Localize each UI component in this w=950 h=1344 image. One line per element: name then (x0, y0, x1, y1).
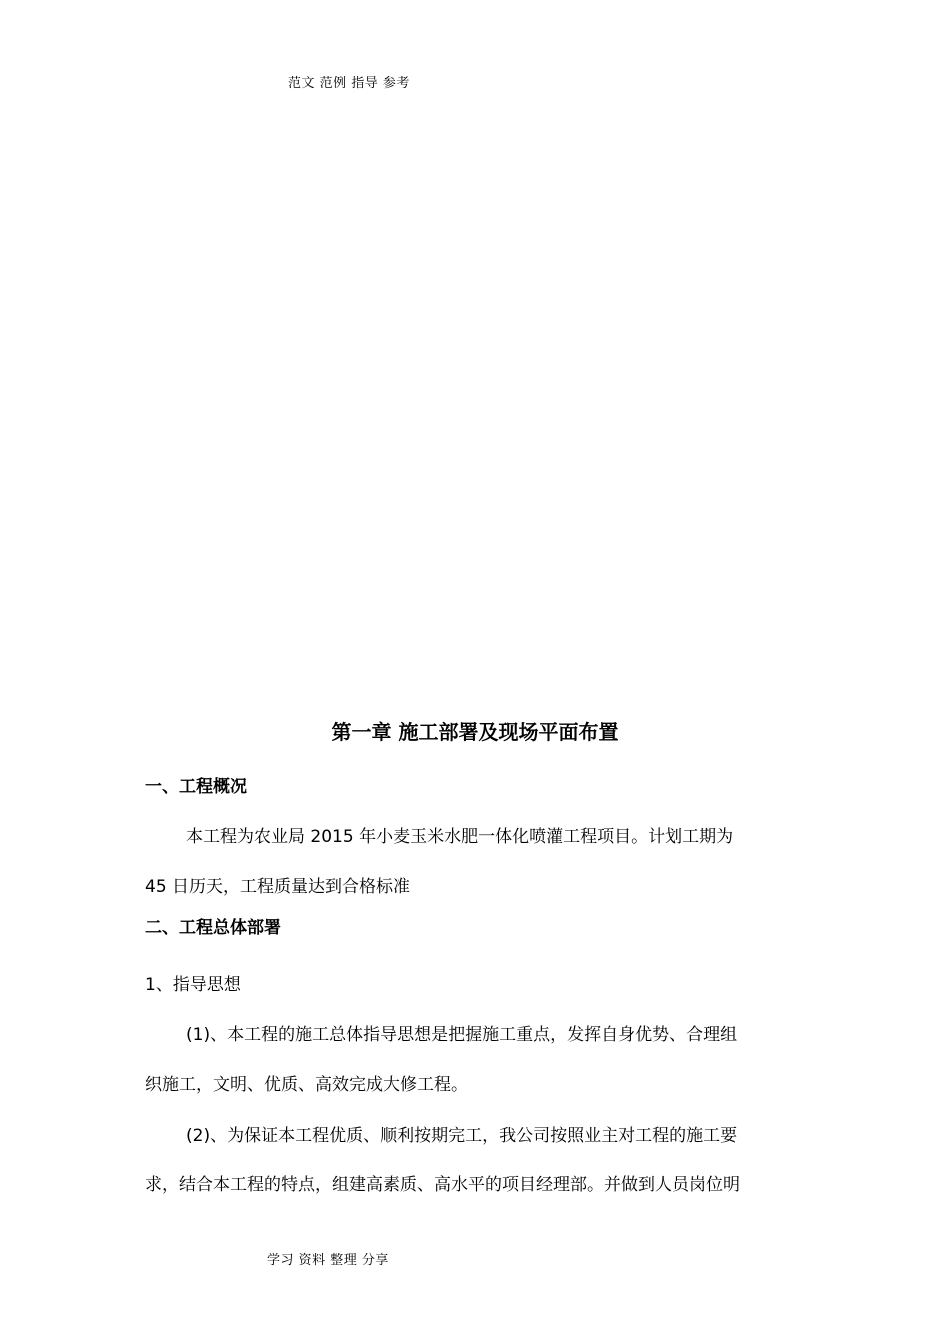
item2-line-2: 求，结合本工程的特点，组建高素质、高水平的项目经理部。并做到人员岗位明 (145, 1175, 740, 1195)
subheading-guiding-idea: 1、指导思想 (145, 975, 241, 995)
overview-paragraph-line-2: 45 日历天，工程质量达到合格标准 (145, 877, 411, 897)
overview-paragraph-line-1: 本工程为农业局 2015 年小麦玉米水肥一体化喷灌工程项目。计划工期为 (186, 827, 734, 847)
item1-line-1: (1)、本工程的施工总体指导思想是把握施工重点，发挥自身优势、合理组 (186, 1025, 738, 1045)
item2-line-1: (2)、为保证本工程优质、顺利按期完工，我公司按照业主对工程的施工要 (186, 1126, 738, 1146)
item1-line-2: 织施工，文明、优质、高效完成大修工程。 (145, 1075, 468, 1095)
page-header: 范文 范例 指导 参考 (288, 76, 410, 91)
section-heading-overview: 一、工程概况 (145, 777, 247, 797)
chapter-title: 第一章 施工部署及现场平面布置 (331, 720, 619, 744)
section-heading-deployment: 二、工程总体部署 (145, 918, 281, 938)
page-footer: 学习 资料 整理 分享 (267, 1253, 389, 1268)
